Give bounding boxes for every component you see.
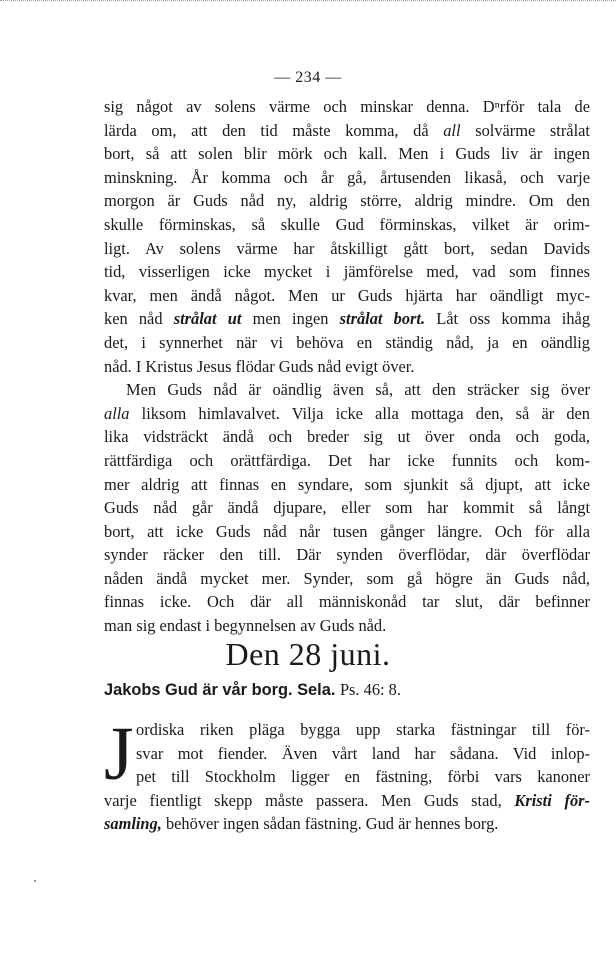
reference-citation: Ps. 46: 8. xyxy=(339,680,401,699)
chapter-heading: Den 28 juni. xyxy=(225,636,391,672)
text-line: ken nåd strålat ut men ingen strålat bort. Låt oss komma ihåg xyxy=(104,309,591,329)
text-line: sig något av solens värme och minskar denna. Dⁿrför tala de xyxy=(104,97,590,116)
body-text-block-2 xyxy=(104,712,590,836)
emphasis: strålat ut xyxy=(173,309,242,329)
scripture-reference xyxy=(104,678,590,702)
text-line: morgon är Guds nåd ny, aldrig större, aldrig mindre. Om den xyxy=(104,191,590,211)
emphasis: alla xyxy=(104,403,130,423)
text-line: Men Guds nåd är oändlig även så, att den sträcker sig över xyxy=(126,380,590,400)
text-line: Guds nåd går ändå djupare, eller som har kommit så långt xyxy=(104,498,590,518)
drop-cap: J xyxy=(104,712,134,796)
text-line: alla liksom himlavalvet. Vilja icke alla mottaga den, så är den xyxy=(104,403,590,423)
emphasis: all xyxy=(443,120,461,140)
paragraph xyxy=(104,378,590,638)
page-number: — 234 — xyxy=(274,69,342,86)
text-line: nåden ändå mycket mer. Synder, som gå högre än Guds nåd, xyxy=(104,568,590,588)
text-line: mer aldrig att finnas en syndare, som sjunkit så djupt, att icke xyxy=(104,474,590,494)
text-line: ligt. Av solens värme har åtskilligt gått bort, sedan Davids xyxy=(104,238,590,258)
emphasis: samling, xyxy=(104,814,162,834)
text-line: kvar, men ändå något. Men ur Guds hjärta har oändligt myc- xyxy=(104,285,590,305)
paper-speck xyxy=(34,880,36,882)
text-line: man sig endast i begynnelsen av Guds nåd. xyxy=(104,616,387,636)
text-line: varje fientligt skepp måste passera. Men Guds stad, Kristi för- xyxy=(104,790,590,810)
emphasis: Kristi för- xyxy=(514,790,590,810)
top-dotted-rule xyxy=(0,0,616,1)
text-line: skulle förminskas, så skulle Gud förminskas, vilket är orim- xyxy=(104,214,590,234)
text-line: bort, så att solen blir mörk och kall. Men i Guds liv är ingen xyxy=(104,144,590,164)
text-line: synder räcker den till. Där synden överflödar, där överflödar xyxy=(104,545,590,565)
text-line: rättfärdiga och orättfärdiga. Det har icke funnits och kom- xyxy=(104,450,590,470)
text-line: svar mot fiender. Även vårt land har sådana. Vid inlop- xyxy=(136,743,590,763)
text-line: minskning. År komma och år gå, årtusenden likaså, och varje xyxy=(104,167,590,187)
text-line: tid, visserligen icke mycket i jämförelse med, vad som finnes xyxy=(104,262,590,282)
text-line: det, i synnerhet när vi behöva en ständig nåd, ja en oändlig xyxy=(104,332,590,352)
text-line: lärda om, att den tid måste komma, då all solvärme strålat xyxy=(104,120,590,140)
reference-text: Jakobs Gud är vår borg. Sela. xyxy=(104,681,336,699)
text-line: finnas icke. Och där all människonåd tar slut, där befinner xyxy=(104,592,590,612)
text-line: pet till Stockholm ligger en fästning, förbi vars kanoner xyxy=(136,767,590,787)
body-text-block-1 xyxy=(104,95,590,638)
emphasis: strålat bort. xyxy=(339,309,426,329)
paragraph xyxy=(104,95,590,378)
text-line: ordiska riken pläga bygga upp starka fästningar till för- xyxy=(136,720,590,739)
text-line: nåd. I Kristus Jesus flödar Guds nåd evigt över. xyxy=(104,356,415,376)
text-line: samling, behöver ingen sådan fästning. Gud är hennes borg. xyxy=(104,814,499,834)
text-line: bort, att icke Guds nåd når tusen gånger längre. Och för alla xyxy=(104,521,590,541)
text-line: lika vidsträckt ändå och breder sig ut över onda och goda, xyxy=(104,427,590,447)
